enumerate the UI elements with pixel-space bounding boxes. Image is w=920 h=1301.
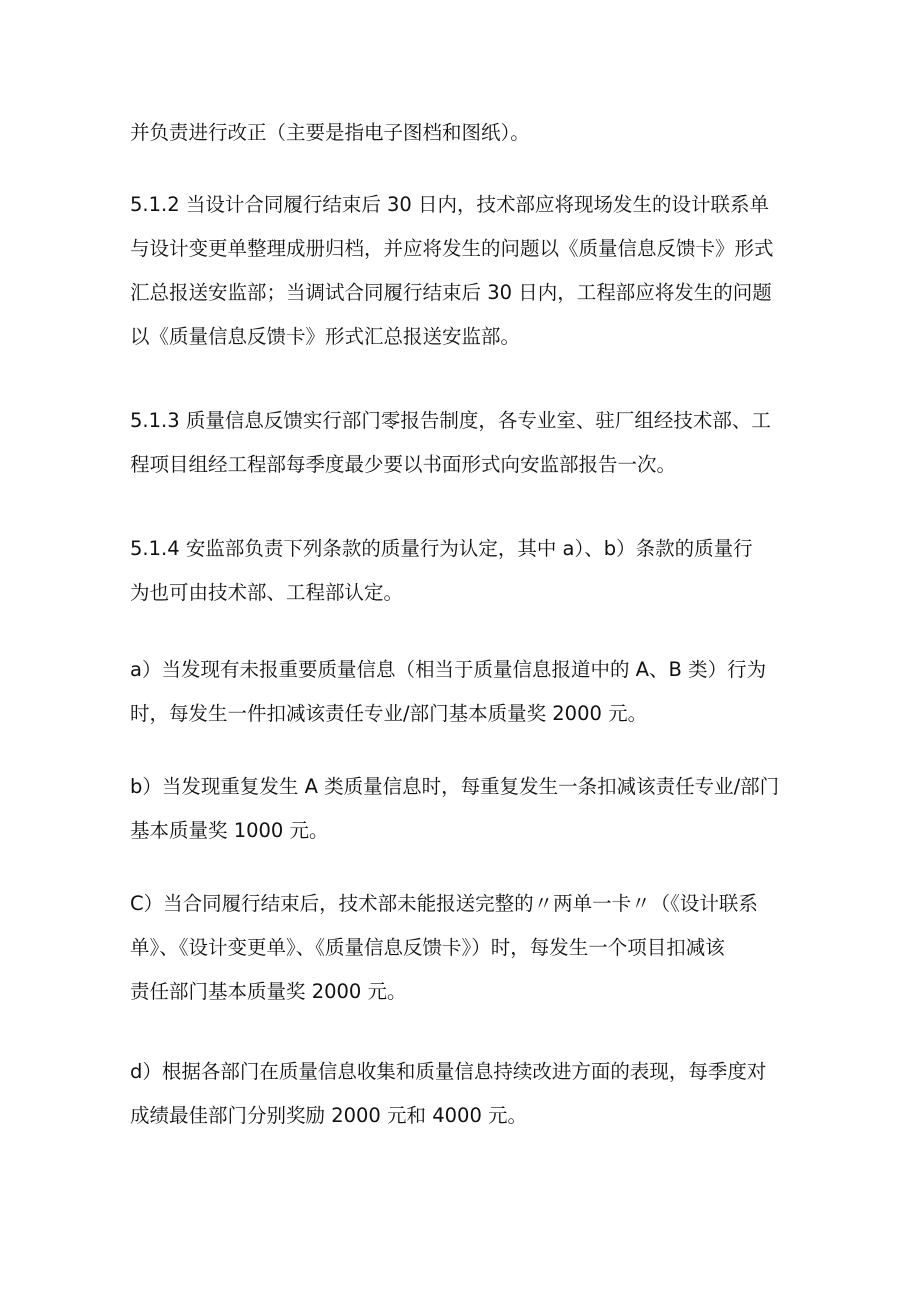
text-line: 单》、《设计变更单》、《质量信息反馈卡》）时，每发生一个项目扣减该 xyxy=(130,936,725,959)
text-line: d）根据各部门在质量信息收集和质量信息持续改进方面的表现，每季度对 xyxy=(130,1060,767,1083)
text-line: b）当发现重复发生 A 类质量信息时，每重复发生一条扣减该责任专业/部门 xyxy=(130,775,780,798)
text-line: 程项目组经工程部每季度最少要以书面形式向安监部报告一次。 xyxy=(130,453,677,476)
paragraph-5-1-3 xyxy=(130,399,810,487)
text-line: 为也可由技术部、工程部认定。 xyxy=(130,581,404,604)
text-line: 成绩最佳部门分别奖励 2000 元和 4000 元。 xyxy=(130,1104,528,1127)
paragraph-item-a xyxy=(130,648,810,736)
paragraph-5-1-4 xyxy=(130,527,810,615)
text-line: 时，每发生一件扣减该责任专业/部门基本质量奖 2000 元。 xyxy=(130,702,648,725)
paragraph-continuation xyxy=(130,111,810,155)
text-line: a）当发现有未报重要质量信息（相当于质量信息报道中的 A、B 类）行为 xyxy=(130,658,767,681)
paragraph-item-c xyxy=(130,882,810,1014)
text-line: 5.1.3 质量信息反馈实行部门零报告制度，各专业室、驻厂组经技术部、工 xyxy=(130,409,771,432)
text-line: 与设计变更单整理成册归档，并应将发生的问题以《质量信息反馈卡》形式 xyxy=(130,237,774,260)
text-line: 并负责进行改正（主要是指电子图档和图纸）。 xyxy=(130,121,530,144)
text-line: 5.1.4 安监部负责下列条款的质量行为认定，其中 a）、b）条款的质量行 xyxy=(130,537,753,560)
paragraph-item-b xyxy=(130,765,810,853)
text-line: 汇总报送安监部；当调试合同履行结束后 30 日内，工程部应将发生的问题 xyxy=(130,281,772,304)
text-line: 基本质量奖 1000 元。 xyxy=(130,819,329,842)
paragraph-5-1-2 xyxy=(130,183,810,359)
paragraph-item-d xyxy=(130,1050,810,1138)
text-line: 5.1.2 当设计合同履行结束后 30 日内，技术部应将现场发生的设计联系单 xyxy=(130,193,770,216)
text-line: 以《质量信息反馈卡》形式汇总报送安监部。 xyxy=(130,325,521,348)
text-line: 责任部门基本质量奖 2000 元。 xyxy=(130,980,407,1003)
text-line: C）当合同履行结束后，技术部未能报送完整的〃两单一卡〃（《设计联系 xyxy=(130,892,758,915)
